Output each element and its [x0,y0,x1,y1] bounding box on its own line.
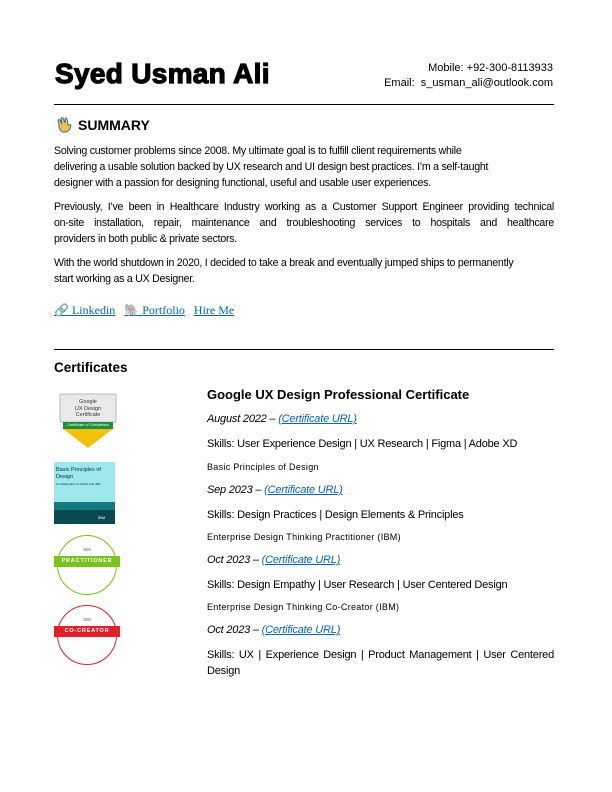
certificate-date: Sep 2023 – (Certificate URL) [207,484,343,496]
certificate-date: Oct 2023 – (Certificate URL) [207,554,341,566]
certificate-url-link[interactable]: (Certificate URL) [264,484,343,496]
certificate-url-link[interactable]: (Certificate URL) [261,554,341,566]
certificate-skills: Skills: Design Practices | Design Elements & Principles [207,509,464,521]
summary-text: delivering a usable solution backed by UX research and UI design best practices. I’m a self-taught [54,161,489,173]
summary-text: With the world shutdown in 2020, I decided to take a break and eventually jumped ships to permanently [54,257,514,269]
certificate-date: August 2022 – (Certificate URL) [207,413,357,425]
google-ux-badge: Google UX Design Certificate Certificate of Completion [56,392,120,450]
certificate-title: Google UX Design Professional Certificate [207,387,470,402]
certificate-url-link[interactable]: (Certificate URL) [261,624,341,636]
summary-text: Solving customer problems since 2008. My ultimate goal is to fulfill client requirements while [54,145,462,157]
hire-me-link[interactable]: Hire Me [193,303,235,317]
links-row [54,303,240,318]
candidate-name: Syed Usman Ali [55,58,270,89]
paperclip-icon: 🔗 [54,303,69,317]
certificate-title: Enterprise Design Thinking Co-Creator (IBM) [207,602,400,612]
summary-text: providers in both public & private sectors. [54,233,237,245]
summary-text: Previously, I’ve been in Healthcare Industry working as a Customer Support Engineer providing technical [54,201,554,213]
divider [54,104,554,105]
summary-text: on-site installation, repair, maintenance and troubleshooting services to hospitals and healthcare [54,217,554,229]
certificate-url-link[interactable]: (Certificate URL) [278,413,357,425]
certificate-title: Enterprise Design Thinking Practitioner (IBM) [207,532,401,542]
summary-text: start working as a UX Designer. [54,273,195,285]
certificates-heading: Certificates [54,360,128,375]
certificate-skills: Skills: User Experience Design | UX Research | Figma | Adobe XD [207,438,518,450]
practitioner-badge: PRACTITIONER IBM [54,534,120,598]
summary-heading: SUMMARY [78,117,150,133]
certificate-date: Oct 2023 – (Certificate URL) [207,624,341,636]
basic-principles-badge: Basic Principles of Design A collaboration of Adobe and IBM IBM [54,462,115,524]
email-address: Email: s_usman_ali@outlook.com [384,77,553,89]
waving-hand-icon [55,116,73,134]
portfolio-icon: 🐘 [124,303,140,317]
mobile-number: Mobile: +92-300-8113933 [428,62,553,74]
certificate-title: Basic Principles of Design [207,462,319,472]
summary-text: designer with a passion for designing functional, useful and usable user experiences. [54,177,431,189]
divider [54,349,554,350]
co-creator-badge: CO-CREATOR IBM [54,604,120,666]
certificate-skills: Skills: Design Empathy | User Research | User Centered Design [207,579,508,591]
certificate-skills: Skills: UX | Experience Design | Product Management | User Centered Design [207,649,554,677]
portfolio-link[interactable]: 🐘 Portfolio [124,303,185,317]
linkedin-link[interactable]: 🔗 Linkedin [54,303,116,317]
